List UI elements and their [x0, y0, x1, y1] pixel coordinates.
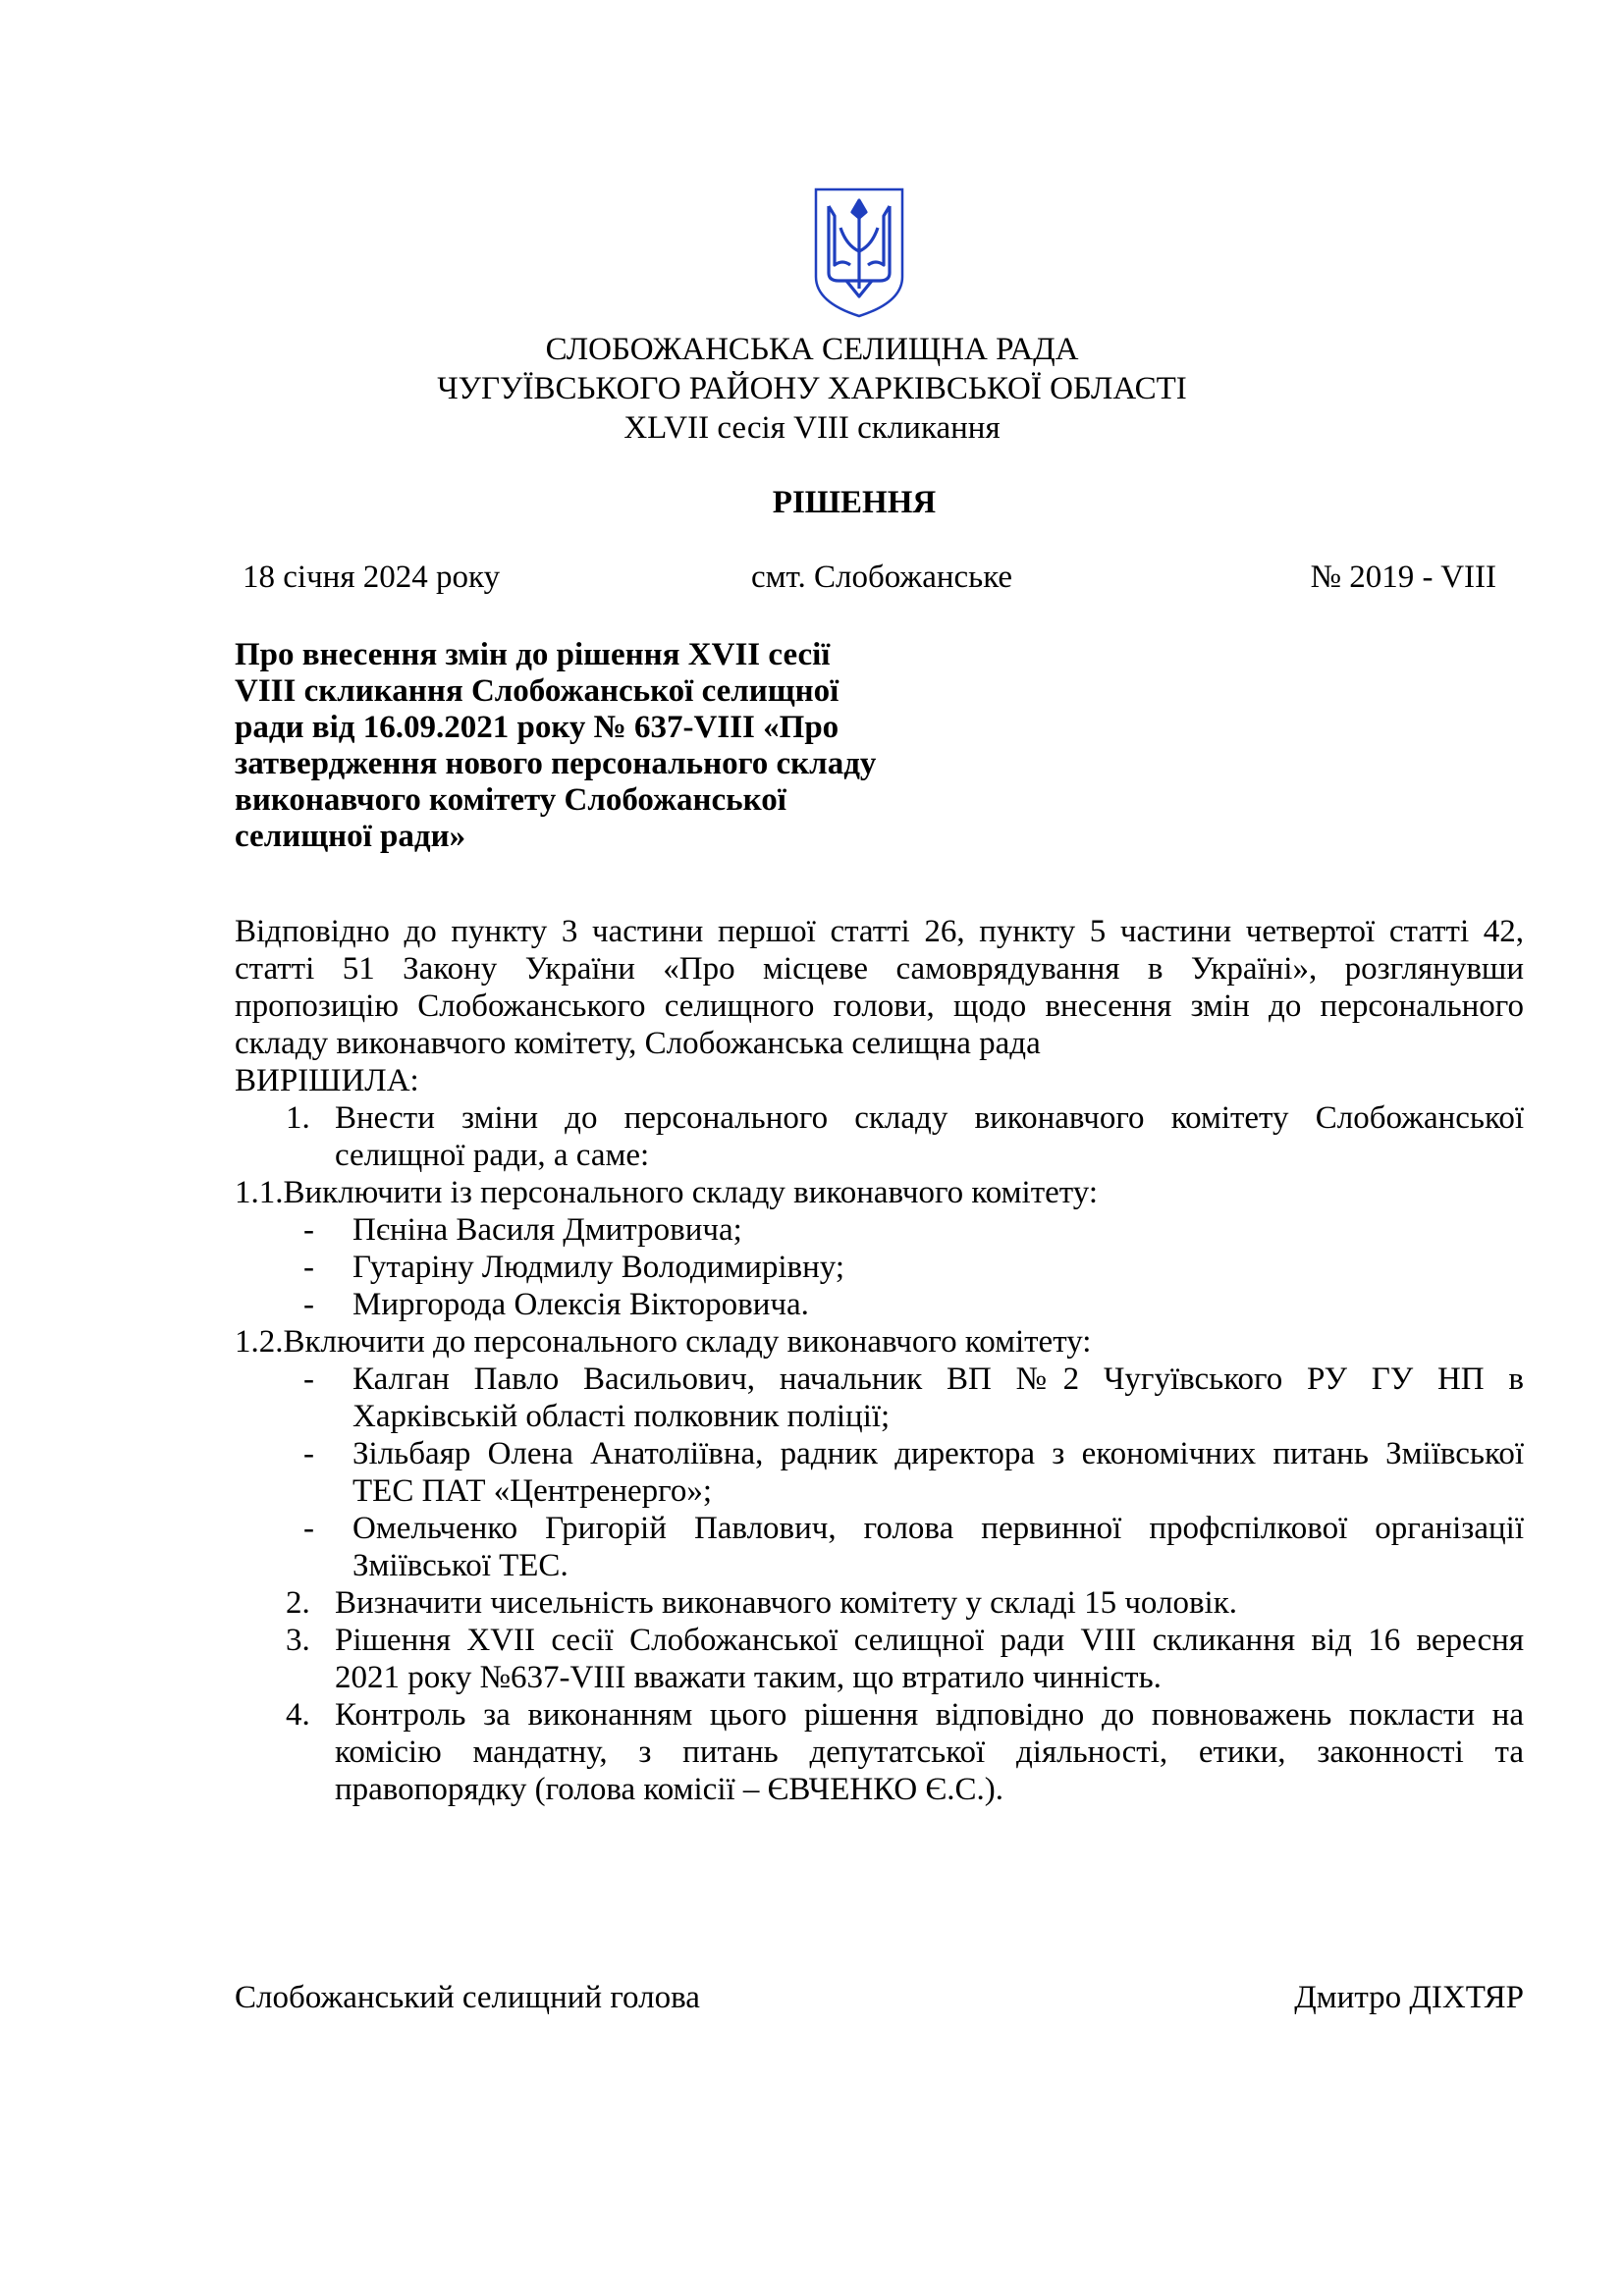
- item-text: Визначити чисельність виконавчого комітету у складі 15 чоловік.: [335, 1585, 1237, 1621]
- subitem-title: 1.2.Включити до персонального складу виконавчого комітету:: [235, 1324, 1092, 1360]
- item-text: селищної ради, а саме:: [335, 1138, 650, 1173]
- doc-date: 18 січня 2024 року: [243, 560, 501, 595]
- preamble-line: пропозицію Слобожанського селищного голови, щодо внесення змін до персонального: [235, 988, 1524, 1024]
- doc-title: РІШЕННЯ: [772, 485, 937, 520]
- bullet-item: Зміївської ТЕС.: [352, 1548, 568, 1583]
- subject-block: [235, 637, 876, 855]
- item-text: Контроль за виконанням цього рішення відповідно до повноважень покласти на: [335, 1697, 1524, 1733]
- preamble-line: статті 51 Закону України «Про місцеве самоврядування в Україні», розглянувши: [235, 951, 1524, 987]
- item-text: комісію мандатну, з питань депутатської діяльності, етики, законності та: [335, 1735, 1524, 1770]
- council-name: СЛОБОЖАНСЬКА СЕЛИЩНА РАДА: [545, 332, 1079, 367]
- subject-line: ради від 16.09.2021 року № 637-VIII «Про: [235, 710, 839, 745]
- session-info: XLVII сесія VIII скликання: [623, 410, 1001, 446]
- item-text: 2021 року №637-VIII вважати таким, що втратило чинність.: [335, 1660, 1162, 1695]
- bullet-item: Харківській області полковник поліції;: [352, 1399, 891, 1434]
- district-name: ЧУГУЇВСЬКОГО РАЙОНУ ХАРКІВСЬКОЇ ОБЛАСТІ: [437, 371, 1187, 406]
- bullet-dash: -: [303, 1511, 314, 1546]
- bullet-dash: -: [303, 1436, 314, 1471]
- bullet-item: Пєніна Василя Дмитровича;: [352, 1212, 742, 1248]
- subject-line: VIII скликання Слобожанської селищної: [235, 673, 839, 709]
- item-text: Внести зміни до персонального складу виконавчого комітету Слобожанської: [335, 1100, 1524, 1136]
- item-number: 2.: [286, 1585, 310, 1621]
- item-number: 1.: [286, 1100, 310, 1136]
- subject-line: виконавчого комітету Слобожанської: [235, 782, 786, 818]
- bullet-item: Миргорода Олексія Вікторовича.: [352, 1287, 809, 1322]
- preamble-line: Відповідно до пункту 3 частини першої статті 26, пункту 5 частини четвертої статті 42,: [235, 914, 1524, 949]
- bullet-dash: -: [303, 1362, 314, 1397]
- bullet-dash: -: [303, 1212, 314, 1248]
- bullet-dash: -: [303, 1287, 314, 1322]
- subject-line: затвердження нового персонального складу: [235, 746, 877, 781]
- item-number: 3.: [286, 1623, 310, 1658]
- doc-number: № 2019 - VIII: [1310, 560, 1496, 595]
- subject-line: селищної ради»: [235, 819, 466, 854]
- bullet-dash: -: [303, 1250, 314, 1285]
- bullet-item: Зільбаяр Олена Анатоліївна, радник директора з економічних питань Зміївської: [352, 1436, 1524, 1471]
- subject-line: Про внесення змін до рішення XVII сесії: [235, 637, 831, 672]
- item-text: Рішення XVII сесії Слобожанської селищної ради VIII скликання від 16 вересня: [335, 1623, 1524, 1658]
- preamble: [235, 914, 1524, 1100]
- doc-place: смт. Слобожанське: [751, 560, 1013, 595]
- resolved-label: ВИРІШИЛА:: [235, 1063, 419, 1098]
- item-number: 4.: [286, 1697, 310, 1733]
- signatory-position: Слобожанський селищний голова: [235, 1980, 700, 2015]
- bullet-item: Калган Павло Васильович, начальник ВП №2 Чугуївського РУ ГУ НП в: [352, 1362, 1524, 1397]
- bullet-item: Гутаріну Людмилу Володимирівну;: [352, 1250, 845, 1285]
- subitem-title: 1.1.Виключити із персонального складу виконавчого комітету:: [235, 1175, 1098, 1210]
- coat-of-arms-icon: [813, 187, 905, 319]
- bullet-item: ТЕС ПАТ «Центренерго»;: [352, 1473, 713, 1509]
- bullet-item: Омельченко Григорій Павлович, голова первинної профспілкової організації: [352, 1511, 1524, 1546]
- item-text: правопорядку (голова комісії – ЄВЧЕНКО Є.С.).: [335, 1772, 1004, 1807]
- preamble-line: складу виконавчого комітету, Слобожанська селищна рада: [235, 1026, 1041, 1061]
- signatory-name: Дмитро ДІХТЯР: [1294, 1980, 1524, 2015]
